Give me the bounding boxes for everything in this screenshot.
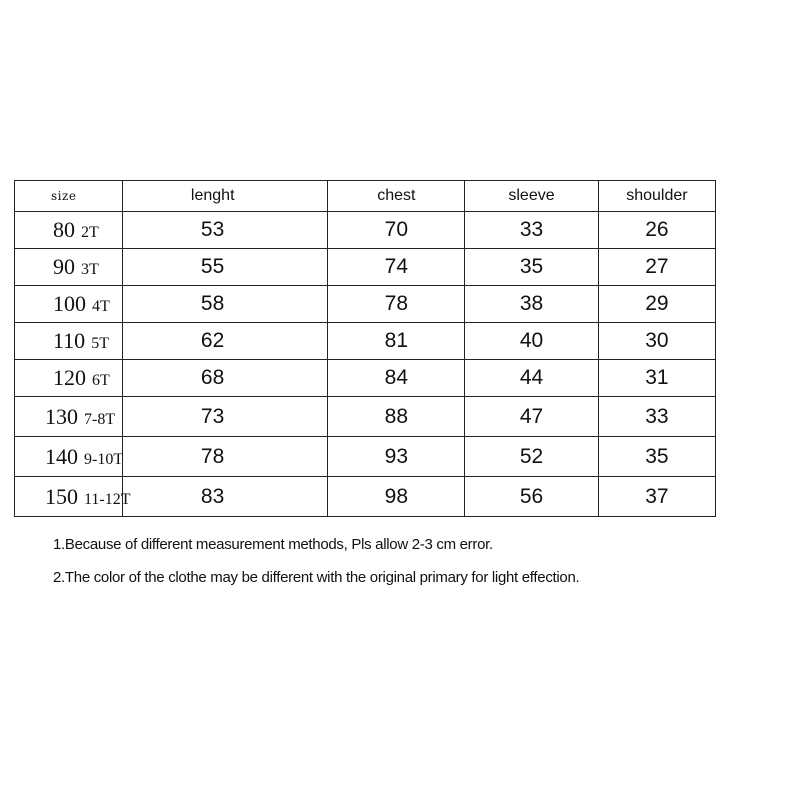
size-cell <box>15 249 123 286</box>
age-value: 5T <box>91 335 109 352</box>
age-value: 7-8T <box>84 410 116 428</box>
sleeve-cell: 44 <box>465 360 599 397</box>
age-value: 11-12T <box>84 490 131 508</box>
header-sleeve: sleeve <box>465 181 599 212</box>
chest-cell: 70 <box>328 212 465 249</box>
length-cell: 78 <box>122 437 328 477</box>
shoulder-cell: 26 <box>598 212 715 249</box>
size-value: 140 <box>45 443 78 469</box>
table-row <box>15 249 716 286</box>
sleeve-cell: 38 <box>465 286 599 323</box>
sleeve-cell: 35 <box>465 249 599 286</box>
chest-cell: 74 <box>328 249 465 286</box>
size-cell <box>15 323 123 360</box>
age-value: 4T <box>92 298 110 315</box>
header-shoulder: shoulder <box>598 181 715 212</box>
shoulder-cell: 27 <box>598 249 715 286</box>
sleeve-cell: 47 <box>465 397 599 437</box>
length-cell: 58 <box>122 286 328 323</box>
header-length: lenght <box>122 181 328 212</box>
age-value: 3T <box>81 261 99 278</box>
chest-cell: 81 <box>328 323 465 360</box>
size-chart-table <box>14 180 716 517</box>
size-cell <box>15 477 131 517</box>
shoulder-cell: 35 <box>598 437 715 477</box>
size-cell <box>15 437 123 477</box>
size-value: 90 <box>53 254 75 279</box>
chest-cell: 78 <box>328 286 465 323</box>
size-value: 110 <box>53 328 86 353</box>
age-value: 2T <box>81 224 99 241</box>
size-cell <box>15 286 123 323</box>
chest-cell: 93 <box>328 437 465 477</box>
shoulder-cell: 30 <box>598 323 715 360</box>
table-row <box>15 323 716 360</box>
sleeve-cell: 40 <box>465 323 599 360</box>
size-cell <box>15 360 123 397</box>
sleeve-cell: 52 <box>465 437 599 477</box>
length-cell: 53 <box>122 212 328 249</box>
table-row <box>15 437 716 477</box>
size-value: 120 <box>53 365 86 390</box>
header-chest: chest <box>328 181 465 212</box>
sleeve-cell: 56 <box>465 477 599 517</box>
notes-block <box>53 536 579 586</box>
chest-cell: 98 <box>328 477 465 517</box>
size-cell <box>15 397 123 437</box>
length-cell: 68 <box>122 360 328 397</box>
shoulder-cell: 37 <box>598 477 715 517</box>
length-cell: 73 <box>122 397 328 437</box>
note-color-difference: 2.The color of the clothe may be different with the original primary for light effection. <box>53 569 580 586</box>
note-measurement-error: 1.Because of different measurement methods, Pls allow 2-3 cm error. <box>53 536 493 553</box>
header-size: size <box>15 181 123 212</box>
sleeve-cell: 33 <box>465 212 599 249</box>
chest-cell: 88 <box>328 397 465 437</box>
size-cell <box>15 212 123 249</box>
table-header-row <box>15 181 716 212</box>
chest-cell: 84 <box>328 360 465 397</box>
length-cell: 62 <box>122 323 328 360</box>
age-value: 6T <box>92 372 110 389</box>
size-value: 100 <box>53 291 86 316</box>
size-value: 150 <box>45 483 78 509</box>
length-cell: 83 <box>122 477 328 517</box>
table-row <box>15 397 716 437</box>
age-value: 9-10T <box>84 450 124 468</box>
table-row <box>15 360 716 397</box>
size-value: 80 <box>53 217 75 242</box>
table-row <box>15 477 716 517</box>
shoulder-cell: 31 <box>598 360 715 397</box>
shoulder-cell: 33 <box>598 397 715 437</box>
shoulder-cell: 29 <box>598 286 715 323</box>
table-row <box>15 286 716 323</box>
length-cell: 55 <box>122 249 328 286</box>
table-row <box>15 212 716 249</box>
size-value: 130 <box>45 403 78 429</box>
